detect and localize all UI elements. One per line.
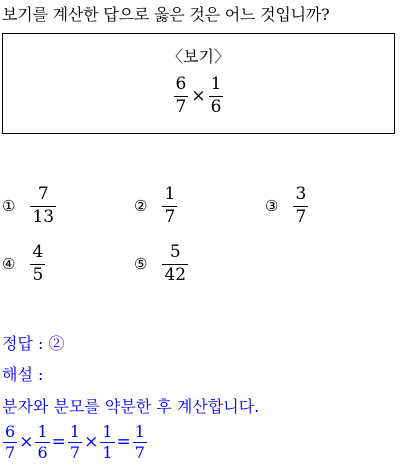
fraction-b-denominator: 6 xyxy=(210,96,222,117)
option-3-fraction xyxy=(292,185,309,227)
calc-fraction-4-denominator: 1 xyxy=(102,442,113,462)
fraction-a-denominator: 7 xyxy=(175,96,187,117)
calc-multiply-sign-2: × xyxy=(84,432,99,453)
option-3-numerator: 3 xyxy=(295,184,307,204)
calc-equals-sign-2: = xyxy=(116,432,131,453)
option-1-marker: ① xyxy=(2,197,16,216)
calc-fraction-2 xyxy=(34,423,50,461)
explanation-label: 해설 : xyxy=(2,365,44,384)
fraction-b-numerator: 1 xyxy=(210,74,222,94)
question-text: 보기를 계산한 답으로 옳은 것은 어느 것입니까? xyxy=(2,5,330,24)
calc-equals-sign-1: = xyxy=(51,432,66,453)
example-box-title: 〈보기〉 xyxy=(167,47,230,66)
explanation-text: 분자와 분모를 약분한 후 계산합니다. xyxy=(2,397,260,416)
fraction-b xyxy=(208,75,225,117)
option-1[interactable] xyxy=(2,185,57,227)
option-3-denominator: 7 xyxy=(295,206,307,227)
option-5[interactable] xyxy=(134,243,189,285)
multiply-sign: × xyxy=(191,86,206,107)
option-1-denominator: 13 xyxy=(32,206,55,227)
calc-fraction-5-denominator: 7 xyxy=(134,442,145,462)
option-4-fraction xyxy=(29,243,46,285)
calc-fraction-4-numerator: 1 xyxy=(102,422,113,441)
option-4-denominator: 5 xyxy=(32,264,44,285)
option-1-numerator: 7 xyxy=(37,184,49,204)
option-3[interactable] xyxy=(265,185,309,227)
calc-fraction-3-denominator: 7 xyxy=(69,442,81,462)
fraction-a-numerator: 6 xyxy=(175,74,187,94)
option-3-marker: ③ xyxy=(265,197,279,216)
option-4-marker: ④ xyxy=(2,255,16,274)
calc-fraction-4 xyxy=(99,423,115,461)
calc-fraction-3 xyxy=(67,423,83,461)
calc-multiply-sign-1: × xyxy=(19,432,34,453)
calculation-line xyxy=(2,423,148,461)
option-5-denominator: 42 xyxy=(164,264,187,285)
calc-fraction-1 xyxy=(2,423,18,461)
example-box xyxy=(2,33,395,134)
calc-fraction-5 xyxy=(132,423,148,461)
option-4-numerator: 4 xyxy=(32,242,44,262)
option-2-denominator: 7 xyxy=(164,206,176,227)
option-4[interactable] xyxy=(2,243,46,285)
answer-label: 정답 : ② xyxy=(2,334,65,353)
option-5-numerator: 5 xyxy=(169,242,181,262)
option-2-numerator: 1 xyxy=(164,184,176,204)
calc-fraction-2-numerator: 1 xyxy=(37,422,48,441)
option-5-marker: ⑤ xyxy=(134,255,148,274)
option-5-fraction xyxy=(161,243,189,285)
option-1-fraction xyxy=(29,185,57,227)
calc-fraction-3-numerator: 1 xyxy=(69,422,81,441)
option-2-fraction xyxy=(161,185,178,227)
option-2[interactable] xyxy=(134,185,178,227)
calc-fraction-2-denominator: 6 xyxy=(37,442,48,462)
option-2-marker: ② xyxy=(134,197,148,216)
calc-fraction-1-numerator: 6 xyxy=(5,422,16,441)
calc-fraction-5-numerator: 1 xyxy=(134,422,145,441)
fraction-a xyxy=(173,75,190,117)
example-expression xyxy=(3,75,394,117)
calc-fraction-1-denominator: 7 xyxy=(5,442,16,462)
